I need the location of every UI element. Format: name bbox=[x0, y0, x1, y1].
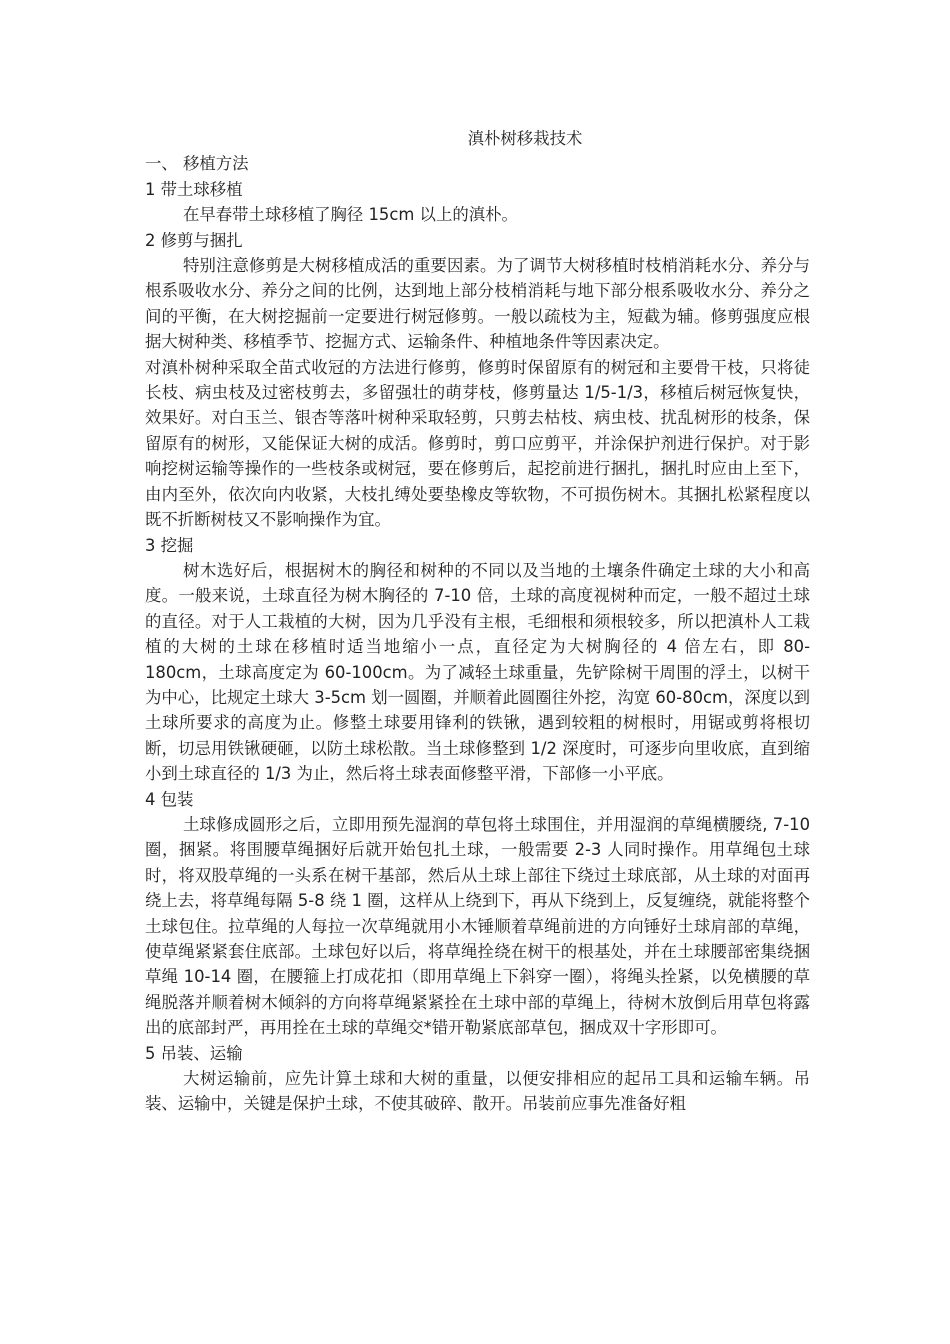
paragraph-1: 在早春带土球移植了胸径 15cm 以上的滇朴。 bbox=[183, 205, 518, 225]
paragraph-4: 土球修成圆形之后，立即用预先湿润的草包将土球围住，并用湿润的草绳横腰绕, 7-10 圈，捆紧。将围腰草绳捆好后就开始包扎土球，一般需要 2-3 人同时操作。用草绳包土球时，将双股草绳的一头系在树干基部，然后从土球上部往下绕过土球底部，从土球的对面再绕上去，将草绳每隔 5-8 绕 1 圈，这样从上绕到下，再从下绕到上，反复缠绕，就能将整个土球包住。拉草绳的人每拉一次草绳就用小木锤顺着草绳前进的方向锤好土球肩部的草绳，使草绳紧紧套住底部。土球包好以后，将草绳拴绕在树干的根基处，并在土球腰部密集绕捆草绳 10-14 圈，在腰箍上打成花扣（即用草绳上下斜穿一圈），将绳头拴紧，以免横腰的草绳脱落并顺着树木倾斜的方向将草绳紧紧拴在土球中部的草绳上，待树木放倒后用草包将露出的底部封严，再用拴在土球的草绳交*错开勒紧底部草包，捆成双十字形即可。 bbox=[145, 814, 810, 1038]
section-heading-methods: 一、 移植方法 bbox=[145, 154, 249, 174]
paragraph-5: 大树运输前，应先计算土球和大树的重量，以便安排相应的起吊工具和运输车辆。吊装、运输中，关键是保护土球，不使其破碎、散开。吊装前应事先准备好粗 bbox=[145, 1069, 810, 1114]
subsection-heading-3: 3 挖掘 bbox=[145, 535, 194, 555]
document-title: 滇朴树移栽技术 bbox=[467, 129, 583, 148]
paragraph-2a: 特别注意修剪是大树移植成活的重要因素。为了调节大树移植时枝梢消耗水分、养分与根系吸收水分、养分之间的比例，达到地上部分枝梢消耗与地下部分根系吸收水分、养分之间的平衡，在大树挖掘前一定要进行树冠修剪。一般以疏枝为主，短截为辅。修剪强度应根据大树种类、移植季节、挖掘方式、运输条件、种植地条件等因素决定。 bbox=[145, 256, 810, 352]
subsection-heading-5: 5 吊装、运输 bbox=[145, 1043, 243, 1063]
subsection-heading-4: 4 包装 bbox=[145, 789, 194, 809]
subsection-heading-1: 1 带土球移植 bbox=[145, 179, 243, 199]
paragraph-2b: 对滇朴树种采取全苗式收冠的方法进行修剪，修剪时保留原有的树冠和主要骨干枝，只将徒长枝、病虫枝及过密枝剪去，多留强壮的萌芽枝，修剪量达 1/5-1/3，移植后树冠恢复快，效果好。对白玉兰、银杏等落叶树种采取轻剪，只剪去枯枝、病虫枝、扰乱树形的枝条，保留原有的树形，又能保证大树的成活。修剪时，剪口应剪平，并涂保护剂进行保护。对于影响挖树运输等操作的一些枝条或树冠，要在修剪后，起挖前进行捆扎，捆扎时应由上至下，由内至外，依次向内收紧，大枝扎缚处要垫橡皮等软物，不可损伤树木。其捆扎松紧程度以既不折断树枝又不影响操作为宜。 bbox=[145, 357, 810, 530]
document-page bbox=[145, 126, 810, 1117]
subsection-heading-2: 2 修剪与捆扎 bbox=[145, 230, 243, 250]
paragraph-3: 树木选好后，根据树木的胸径和树种的不同以及当地的土壤条件确定土球的大小和高度。一般来说，土球直径为树木胸径的 7-10 倍，土球的高度视树种而定，一般不超过土球的直径。对于人工栽植的大树，因为几乎没有主根，毛细根和须根较多，所以把滇朴人工栽植的大树的土球在移植时适当地缩小一点，直径定为大树胸径的 4 倍左右，即 80-180cm，土球高度定为 60-100cm。为了减轻土球重量，先铲除树干周围的浮土，以树干为中心，比规定土球大 3-5cm 划一圆圈，并顺着此圆圈往外挖，沟宽 60-80cm，深度以到土球所要求的高度为止。修整土球要用锋利的铁锹，遇到较粗的树根时，用锯或剪将根切断，切忌用铁锹硬砸，以防土球松散。当土球修整到 1/2 深度时，可逐步向里收底，直到缩小到土球直径的 1/3 为止，然后将土球表面修整平滑，下部修一小平底。 bbox=[145, 560, 810, 784]
